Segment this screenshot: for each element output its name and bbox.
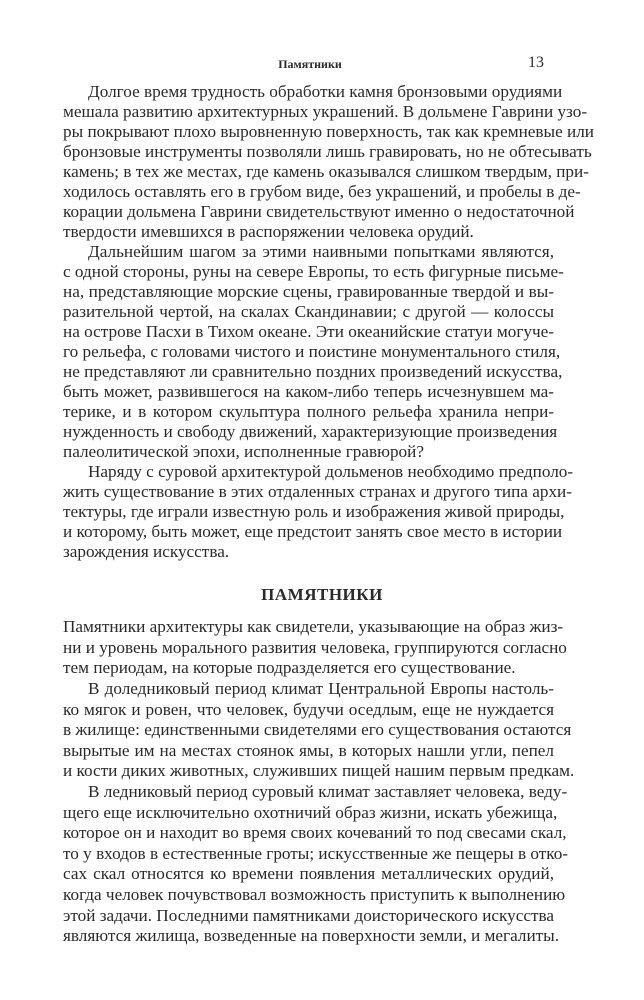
text-line: на, представляющие морские сцены, гравированные твердой и вы-: [63, 282, 554, 301]
text-line: тектуры, где играли известную роль и изображения живой природы,: [63, 502, 565, 521]
text-line: вырытые им на местах стоянок ямы, в которых нашли угли, пепел: [63, 740, 554, 760]
text-line: быть может, развившегося на каком-либо теперь исчезнувшем ма-: [63, 382, 554, 401]
paragraph: [63, 617, 567, 679]
section-heading: ПАМЯТНИКИ: [261, 585, 383, 604]
text-line: го рельефа, с головами чистого и поистине монументального стиля,: [63, 342, 561, 361]
text-line: зарождения искусства.: [63, 542, 230, 561]
text-line: сах скал относятся ко времени появления металлических орудий,: [63, 864, 554, 884]
text-line: и кости диких животных, служивших пищей нашим первым предкам.: [63, 761, 575, 781]
text-line: и которому, быть может, еще предстоит занять свое место в истории: [63, 522, 563, 541]
text-line: терике, и в котором скульптура полного рельефа хранила непри-: [63, 402, 554, 421]
text-line: на острове Пасхи в Тихом океане. Эти океанийские статуи могуче-: [63, 322, 554, 341]
text-line: нужденность и свободу движений, характеризующие произведения: [63, 422, 558, 441]
text-line: с одной стороны, руны на севере Европы, то есть фигурные письме-: [63, 262, 564, 281]
text-line: ко мягок и ровен, что человек, будучи оседлым, еще не нуждается: [63, 699, 554, 719]
text-line: тем периодам, на которые подразделяется его существование.: [63, 658, 516, 678]
text-line: ходилось оставлять его в грубом виде, без украшений, и пробелы в де-: [63, 182, 581, 201]
text-line: бронзовые инструменты позволяли лишь гравировать, но не обтесывать: [63, 142, 592, 161]
text-line: Наряду с суровой архитектурой дольменов необходимо предполо-: [88, 462, 574, 481]
text-line: мешала развитию архитектурных украшений. В дольмене Гаврини узо-: [63, 102, 588, 121]
text-line: ни и уровень морального развития человека, группируются согласно: [63, 637, 567, 657]
text-line: Долгое время трудность обработки камня бронзовыми орудиями: [88, 82, 563, 101]
text-line: которое он и находит во время своих кочеваний то под свесами скал,: [63, 823, 567, 843]
text-line: являются жилища, возведенные на поверхности земли, и мегалиты.: [63, 926, 560, 946]
running-head-title: Памятники: [278, 57, 342, 71]
text-line: то у входов в естественные гроты; искусственные же пещеры в отко-: [63, 843, 569, 863]
text-line: В доледниковый период климат Центральной Европы настоль-: [88, 679, 554, 698]
text-line: В ледниковый период суровый климат заставляет человека, веду-: [88, 782, 568, 801]
text-line: разительной чертой, на скалах Скандинавии; с другой — колоссы: [63, 302, 554, 321]
text-line: в жилище: единственными свидетелями его существования остаются: [63, 720, 572, 740]
text-line: не представляют ли сравнительно поздних произведений искусства,: [63, 362, 563, 381]
page-number: 13: [528, 54, 544, 71]
paragraph: [63, 242, 564, 462]
text-line: Памятники архитектуры как свидетели, указывающие на образ жиз-: [63, 617, 564, 636]
text-line: этой задачи. Последними памятниками доисторического искусства: [63, 905, 555, 925]
text-line: когда человек почувствовал возможность приступить к выполнению: [63, 884, 566, 904]
paragraph: [63, 82, 594, 242]
paragraph: [63, 462, 574, 562]
text-line: ры покрывают плохо выровненную поверхность, так как кремневые или: [63, 122, 594, 141]
text-line: палеолитической эпохи, исполненные гравюрой?: [63, 442, 424, 461]
text-line: корации дольмена Гаврини свидетельствуют именно о недостаточной: [63, 202, 575, 221]
running-head: [0, 54, 644, 74]
text-line: щего еще исключительно охотничий образ жизни, искать убежища,: [63, 802, 558, 822]
text-line: Дальнейшим шагом за этими наивными попытками являются,: [88, 242, 554, 261]
text-line: камень; в тех же местах, где камень оказывался слишком твердым, при-: [63, 162, 589, 181]
paragraph: [63, 782, 569, 947]
paragraph: [63, 679, 575, 782]
text-line: твердости имевшихся в распоряжении человека орудий.: [63, 222, 474, 241]
text-line: жить существование в этих отдаленных странах и другого типа архи-: [63, 482, 572, 501]
